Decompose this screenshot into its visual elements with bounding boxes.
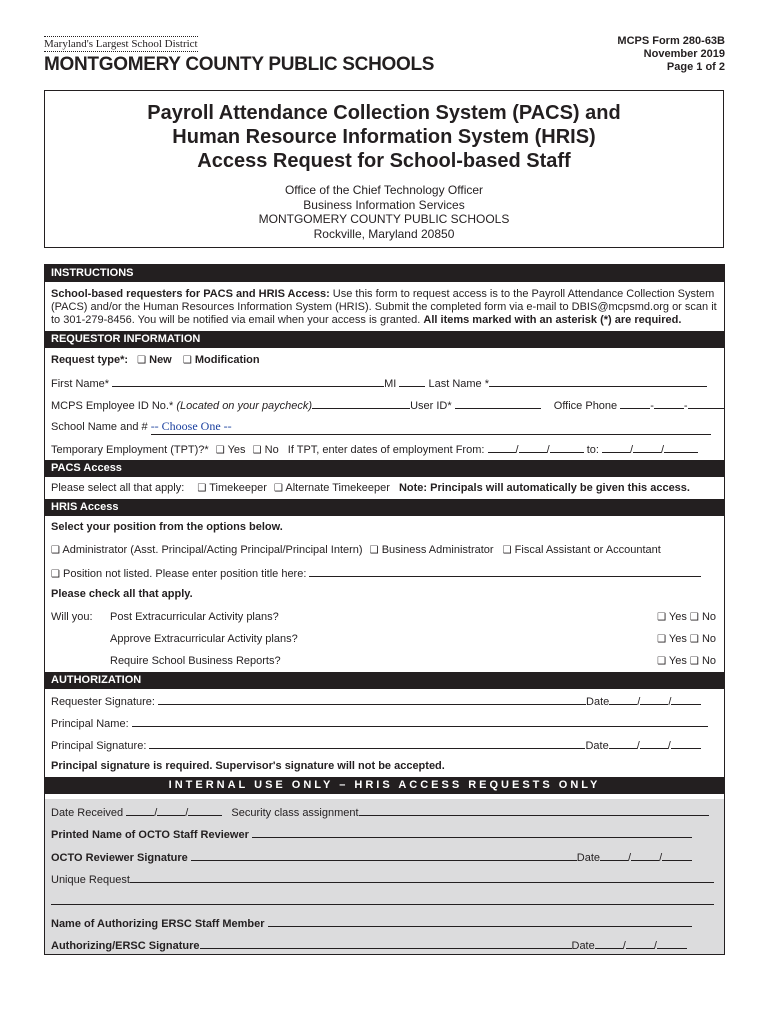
ersc-signature-label: Authorizing/ERSC Signature [51,940,200,952]
ersc-date-label: Date [571,940,595,952]
principal-date-year[interactable] [671,738,701,749]
principal-date-label: Date [585,740,609,752]
unique-request-field-2[interactable] [51,894,714,905]
to-label: to: [586,444,599,456]
office-name: Office of the Chief Technology Officer [284,183,484,197]
reviewer-name-row [51,827,718,842]
hris-heading: HRIS Access [45,499,724,516]
to-day-field[interactable] [633,442,661,453]
instructions-heading: INSTRUCTIONS [45,265,724,282]
form-date: November 2019 [643,48,725,60]
district-tagline: Maryland's Largest School District [44,38,198,50]
authorization-heading: AUTHORIZATION [45,672,724,689]
reviewer-name-field[interactable] [252,827,692,838]
question-post-plans: Post Extracurricular Activity plans? [110,611,279,623]
other-position-field[interactable] [309,566,701,577]
principal-signature-label: Principal Signature: [51,740,147,752]
org-line: MONTGOMERY COUNTY PUBLIC SCHOOLS [258,212,510,226]
form-id-block [617,35,725,74]
principal-signature-row: Principal Signature: Date / / [51,738,718,753]
internal-use-heading: INTERNAL USE ONLY – HRIS ACCESS REQUESTS ONLY [45,777,724,794]
ersc-signature-field[interactable] [200,938,572,949]
requestor-heading: REQUESTOR INFORMATION [45,331,724,348]
title-box [44,90,724,248]
requester-signature-field[interactable] [158,694,586,705]
q3-yes-checkbox[interactable]: ❑ [657,656,667,667]
alt-timekeeper-checkbox[interactable]: ❑ [273,483,283,494]
reviewer-name-label: Printed Name of OCTO Staff Reviewer [51,829,249,841]
org-name: MONTGOMERY COUNTY PUBLIC SCHOOLS [44,54,435,75]
office-phone-label: Office Phone [553,400,618,412]
principal-signature-field[interactable] [149,738,585,749]
school-select-value: -- Choose One -- [150,419,232,433]
pacs-select-label: Please select all that apply: [51,482,185,494]
mi-field[interactable] [399,376,425,387]
new-checkbox[interactable]: ❑ [137,355,147,366]
reviewer-date-month[interactable] [600,850,628,861]
other-position-row [51,566,718,581]
q2-yes-checkbox[interactable]: ❑ [657,634,667,645]
title-line: Access Request for School-based Staff [197,150,571,172]
requester-signature-label: Requester Signature: [51,696,155,708]
form-body [44,264,725,955]
other-position-checkbox[interactable]: ❑ [51,569,60,580]
reviewer-signature-row: OCTO Reviewer Signature Date / / [51,850,718,865]
employee-id-label: MCPS Employee ID No.* [51,400,174,412]
tpt-row: Temporary Employment (TPT)?* ❑ Yes ❑ No If TPT, enter dates of employment From: / / to: / / [51,442,718,457]
ersc-name-row [51,916,718,931]
name-row [51,376,718,391]
school-select[interactable] [151,420,711,435]
question-business-reports: Require School Business Reports? [110,655,281,667]
principal-date-month[interactable] [609,738,637,749]
phone-line-field[interactable] [688,398,724,409]
tpt-no-checkbox[interactable]: ❑ [252,445,262,456]
from-month-field[interactable] [488,442,516,453]
requester-date-month[interactable] [609,694,637,705]
employee-id-field[interactable] [312,398,410,409]
fiscal-assistant-label: Fiscal Assistant or Accountant [514,544,661,556]
requester-date-year[interactable] [671,694,701,705]
security-class-label: Security class assignment [231,807,359,819]
request-type-label: Request type*: [51,354,129,366]
fiscal-assistant-checkbox[interactable]: ❑ [502,545,512,556]
administrator-checkbox[interactable]: ❑ [51,545,60,556]
unique-request-label: Unique Request [51,874,130,886]
form-number: MCPS Form 280-63B [617,35,725,47]
requester-date-day[interactable] [640,694,668,705]
unique-request-line-2 [51,894,718,909]
request-type-row [51,354,718,367]
modification-label: Modification [194,354,260,366]
user-id-label: User ID* [410,400,452,412]
ersc-signature-row: Authorizing/ERSC Signature Date / / [51,938,718,953]
tpt-label: Temporary Employment (TPT)?* [51,444,209,456]
date-received-day[interactable] [157,805,185,816]
q2-yes-label: Yes [668,633,687,645]
instructions-lead: School-based requesters for PACS and HRIS Access: [51,288,330,300]
principal-name-field[interactable] [132,716,708,727]
unique-request-row [51,872,718,887]
first-name-label: First Name* [51,378,110,390]
q2-no-checkbox[interactable]: ❑ [689,634,699,645]
last-name-field[interactable] [489,376,707,387]
address-line: Rockville, Maryland 20850 [313,226,455,241]
select-position-label: Select your position from the options below. [51,521,283,533]
pacs-row [51,482,718,495]
employee-row: MCPS Employee ID No.* (Located on your paycheck) User ID* Office Phone - - [51,398,718,413]
date-received-row: Date Received / / Security class assignment [51,805,718,820]
other-position-label: Position not listed. Please enter position title here: [63,568,307,580]
date-received-label: Date Received [51,807,124,819]
security-class-field[interactable] [359,805,709,816]
principal-name-row [51,716,718,731]
instructions-body: Use this form to request access is to the Payroll Attendance Collection System (PACS) and/or the Human Resources Information System (HRIS). Submit the completed form via e-mail to DBIS@mcpsmd.org or scan it to 301-279-8456. You will be notified via email when your access is granted. [51,288,717,326]
mi-label: MI [384,378,397,390]
q3-no-checkbox[interactable]: ❑ [689,656,699,667]
alt-timekeeper-label: Alternate Timekeeper [285,482,390,494]
from-year-field[interactable] [550,442,584,453]
reviewer-signature-label: OCTO Reviewer Signature [51,852,188,864]
question-row-1 [51,611,718,624]
instructions-text [51,288,718,327]
principal-signature-note: Principal signature is required. Supervisor's signature will not be accepted. [51,760,445,772]
modification-checkbox[interactable]: ❑ [182,355,192,366]
q2-no-label: No [701,633,716,645]
q3-yes-label: Yes [668,655,687,667]
reviewer-date-year[interactable] [662,850,692,861]
q1-no-label: No [701,611,716,623]
phone-area-field[interactable] [620,398,650,409]
unit-name: Business Information Services [303,197,465,212]
last-name-label: Last Name * [428,378,490,390]
ersc-name-field[interactable] [268,916,692,927]
will-you-label: Will you: [51,611,93,623]
user-id-field[interactable] [455,398,541,409]
requester-signature-row: Requester Signature: Date / / [51,694,718,709]
ersc-date-day[interactable] [626,938,654,949]
to-year-field[interactable] [664,442,698,453]
school-label: School Name and # [51,421,148,433]
phone-prefix-field[interactable] [654,398,684,409]
reviewer-date-label: Date [576,852,601,864]
reviewer-signature-field[interactable] [191,850,577,861]
business-admin-label: Business Administrator [381,544,494,556]
q1-no-checkbox[interactable]: ❑ [689,612,699,623]
principal-name-label: Principal Name: [51,718,129,730]
page-label: Page 1 of 2 [666,61,725,73]
first-name-field[interactable] [112,376,384,387]
pacs-note: Note: Principals will automatically be given this access. [398,482,690,494]
check-all-label: Please check all that apply. [51,588,193,600]
tpt-dates-label: If TPT, enter dates of employment From: [287,444,485,456]
q3-no-label: No [701,655,716,667]
reviewer-date-day[interactable] [631,850,659,861]
pacs-heading: PACS Access [45,460,724,477]
tpt-yes-label: Yes [227,444,246,456]
question-approve-plans: Approve Extracurricular Activity plans? [110,633,298,645]
ersc-date-year[interactable] [657,938,687,949]
ersc-name-label: Name of Authorizing ERSC Staff Member [51,918,265,930]
form-title [45,101,723,173]
title-line: Human Resource Information System (HRIS) [172,126,596,148]
required-note: All items marked with an asterisk (*) are required. [423,314,682,326]
new-label: New [149,354,172,366]
business-admin-checkbox[interactable]: ❑ [369,545,379,556]
timekeeper-label: Timekeeper [209,482,267,494]
office-block [45,183,723,241]
tpt-no-label: No [264,444,279,456]
position-row [51,544,718,557]
employee-id-hint: (Located on your paycheck) [176,400,313,412]
ersc-date-month[interactable] [595,938,623,949]
school-row [51,420,718,435]
date-received-month[interactable] [126,805,154,816]
to-month-field[interactable] [602,442,630,453]
timekeeper-checkbox[interactable]: ❑ [197,483,207,494]
unique-request-field[interactable] [130,872,714,883]
title-line: Payroll Attendance Collection System (PACS) and [147,102,621,124]
principal-date-day[interactable] [640,738,668,749]
tpt-yes-checkbox[interactable]: ❑ [215,445,225,456]
q1-yes-label: Yes [668,611,687,623]
q1-yes-checkbox[interactable]: ❑ [657,612,667,623]
from-day-field[interactable] [519,442,547,453]
date-received-year[interactable] [188,805,222,816]
administrator-label: Administrator (Asst. Principal/Acting Principal/Principal Intern) [62,544,363,556]
requester-date-label: Date [586,696,610,708]
